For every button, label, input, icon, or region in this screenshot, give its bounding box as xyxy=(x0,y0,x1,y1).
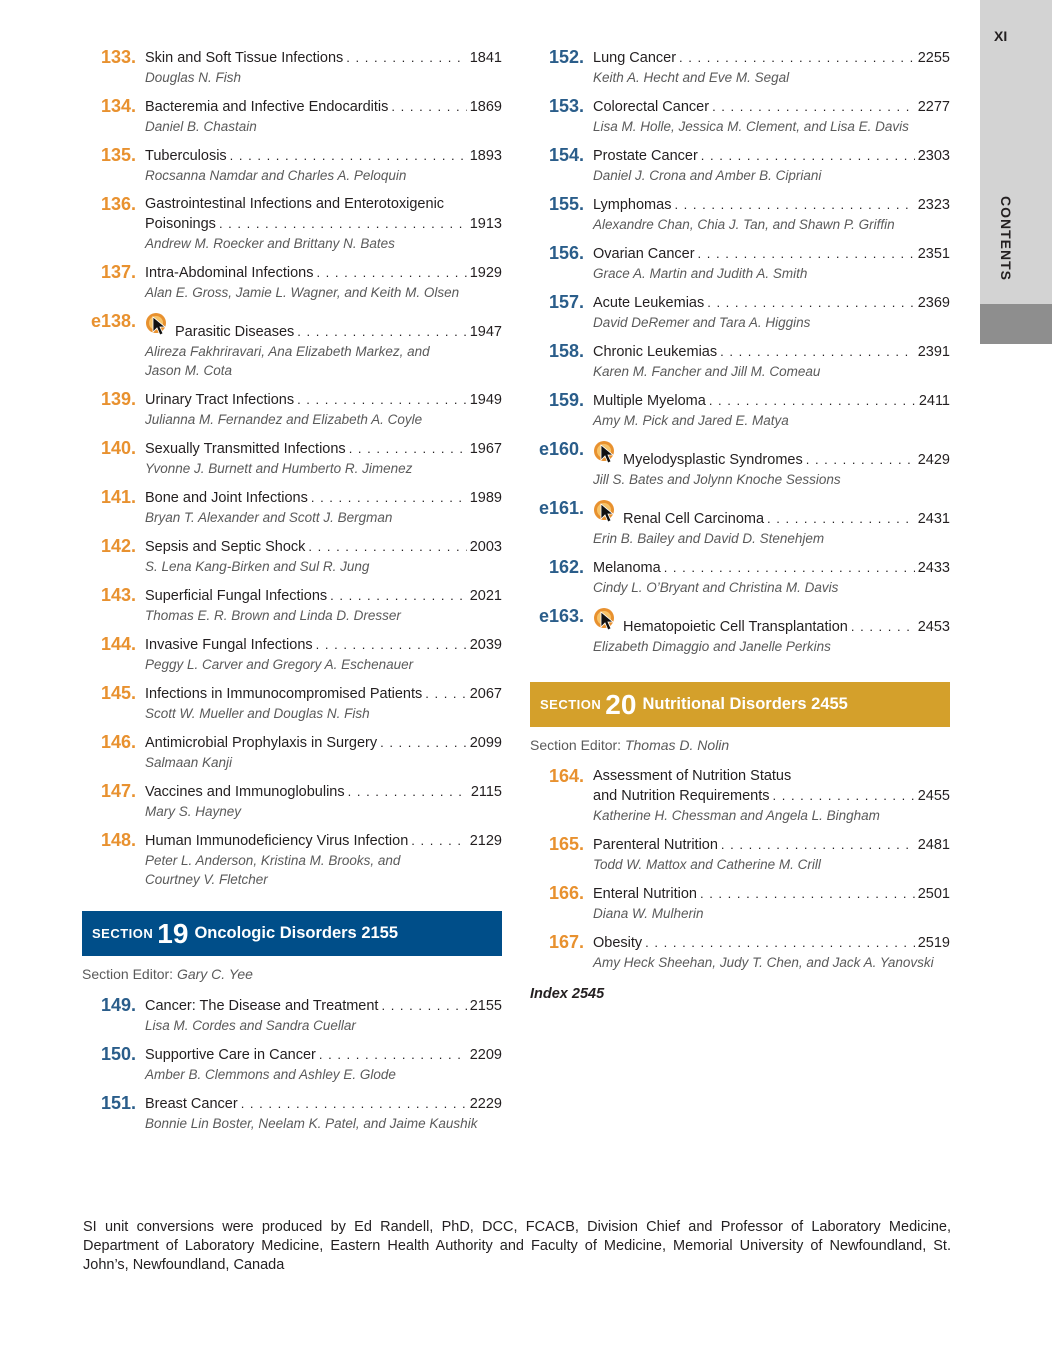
toc-entry[interactable] xyxy=(530,558,950,597)
leader-dots xyxy=(330,586,467,605)
chapter-title: Supportive Care in Cancer xyxy=(145,1047,316,1063)
chapter-authors: Bonnie Lin Boster, Neelam K. Patel, and Jaime Kaushik xyxy=(145,1116,478,1131)
leader-dots xyxy=(311,488,467,507)
chapter-number: 147. xyxy=(100,781,136,801)
chapter-authors: Lisa M. Holle, Jessica M. Clement, and Lisa E. Davis xyxy=(593,119,909,134)
chapter-authors: Karen M. Fancher and Jill M. Comeau xyxy=(593,364,821,379)
chapter-number: 158. xyxy=(548,341,584,361)
chapter-title-row xyxy=(593,786,950,806)
chapter-title-row xyxy=(593,835,950,855)
toc-entry[interactable] xyxy=(82,390,502,429)
online-chapter-icon xyxy=(145,312,171,336)
chapter-authors: Scott W. Mueller and Douglas N. Fish xyxy=(145,706,370,721)
toc-entry[interactable] xyxy=(82,782,502,821)
chapter-page: 2411 xyxy=(918,393,950,409)
chapter-title: Renal Cell Carcinoma xyxy=(623,511,765,527)
online-chapter-icon xyxy=(593,499,619,523)
chapter-title: Superficial Fungal Infections xyxy=(145,588,328,604)
chapter-authors: Diana W. Mulherin xyxy=(593,906,704,921)
chapter-page: 1913 xyxy=(469,216,502,232)
chapter-number: 136. xyxy=(100,194,136,214)
chapter-number: 152. xyxy=(548,47,584,67)
toc-entry[interactable] xyxy=(530,607,950,656)
toc-entry[interactable] xyxy=(530,293,950,332)
section-editor: Section Editor: Gary C. Yee xyxy=(82,966,253,982)
leader-dots xyxy=(381,996,466,1015)
chapter-title-row xyxy=(145,48,502,68)
chapter-number: 148. xyxy=(100,830,136,850)
chapter-title: and Nutrition Requirements xyxy=(593,788,770,804)
leader-dots xyxy=(297,390,467,409)
chapter-page: 2433 xyxy=(917,560,950,576)
chapter-number: e161. xyxy=(538,498,584,518)
chapter-page: 1967 xyxy=(469,441,502,457)
footer-note: SI unit conversions were produced by Ed Randell, PhD, DCC, FCACB, Division Chief and Professor of Laboratory Medicine, Department of Laboratory Medicine, Eastern Health Authority and Faculty of Medicine, Memorial University of Newfoundland, St. John’s, Newfoundland, Canada xyxy=(83,1219,951,1273)
chapter-title-row xyxy=(145,488,502,508)
chapter-authors: Jason M. Cota xyxy=(145,363,233,378)
sidebar-tab-marker xyxy=(980,304,1052,344)
toc-entry[interactable] xyxy=(530,97,950,136)
chapter-title: Tuberculosis xyxy=(145,148,227,164)
section-number: 20 xyxy=(605,688,637,720)
right-column xyxy=(530,48,950,1002)
leader-dots xyxy=(806,450,915,469)
leader-dots xyxy=(219,214,467,233)
chapter-title-row xyxy=(145,390,502,410)
section-20-header xyxy=(530,682,950,727)
chapter-authors: S. Lena Kang-Birken and Sul R. Jung xyxy=(145,559,370,574)
leader-dots xyxy=(346,48,466,67)
chapter-title: Lymphomas xyxy=(593,197,672,213)
chapter-page: 2369 xyxy=(917,295,950,311)
chapter-title: Intra-Abdominal Infections xyxy=(145,265,314,281)
toc-entry[interactable] xyxy=(530,48,950,87)
chapter-title: Lung Cancer xyxy=(593,50,677,66)
toc-entry[interactable] xyxy=(82,586,502,625)
chapter-authors: Alan E. Gross, Jamie L. Wagner, and Keith M. Olsen xyxy=(145,285,460,300)
chapter-title-row xyxy=(593,342,950,362)
toc-list-section-19 xyxy=(82,996,502,1133)
chapter-page: 2277 xyxy=(917,99,950,115)
chapter-authors: Salmaan Kanji xyxy=(145,755,233,770)
leader-dots xyxy=(230,146,467,165)
chapter-number: 164. xyxy=(548,766,584,786)
chapter-title: Chronic Leukemias xyxy=(593,344,718,360)
chapter-title: Poisonings xyxy=(145,216,216,232)
left-column xyxy=(82,48,502,1143)
chapter-number: 156. xyxy=(548,243,584,263)
leader-dots xyxy=(851,617,915,636)
leader-dots xyxy=(701,146,915,165)
chapter-authors: Grace A. Martin and Judith A. Smith xyxy=(593,266,808,281)
chapter-number: 155. xyxy=(548,194,584,214)
chapter-authors: Lisa M. Cordes and Sandra Cuellar xyxy=(145,1018,356,1033)
chapter-title: Melanoma xyxy=(593,560,661,576)
chapter-title-row xyxy=(593,558,950,578)
leader-dots xyxy=(319,1045,467,1064)
chapter-authors: Jill S. Bates and Jolynn Knoche Sessions xyxy=(593,472,841,487)
chapter-title-row xyxy=(145,831,502,851)
toc-entry[interactable] xyxy=(82,635,502,674)
toc-entry[interactable] xyxy=(82,996,502,1035)
toc-entry[interactable] xyxy=(82,537,502,576)
toc-entry[interactable] xyxy=(530,767,950,825)
chapter-authors: Todd W. Mattox and Catherine M. Crill xyxy=(593,857,821,872)
toc-entry[interactable] xyxy=(82,733,502,772)
chapter-number: 135. xyxy=(100,145,136,165)
toc-entry[interactable] xyxy=(82,97,502,136)
toc-entry[interactable] xyxy=(530,835,950,874)
leader-dots xyxy=(773,786,915,805)
chapter-number: 149. xyxy=(100,995,136,1015)
chapter-authors: Alexandre Chan, Chia J. Tan, and Shawn P. Griffin xyxy=(593,217,895,232)
chapter-page: 2519 xyxy=(917,935,950,951)
index-entry[interactable]: Index 2545 xyxy=(530,986,605,1002)
chapter-title: Hematopoietic Cell Transplantation xyxy=(623,619,848,635)
leader-dots xyxy=(707,293,915,312)
chapter-title: Skin and Soft Tissue Infections xyxy=(145,50,344,66)
leader-dots xyxy=(698,244,915,263)
chapter-page: 2453 xyxy=(917,619,950,635)
chapter-title-row xyxy=(145,97,502,117)
chapter-number: 166. xyxy=(548,883,584,903)
chapter-title: Urinary Tract Infections xyxy=(145,392,295,408)
chapter-title-row xyxy=(145,263,502,283)
chapter-authors: Douglas N. Fish xyxy=(145,70,242,85)
chapter-title-row xyxy=(593,244,950,264)
chapter-number: 159. xyxy=(548,390,584,410)
chapter-title-row xyxy=(145,1045,502,1065)
chapter-number: 165. xyxy=(548,834,584,854)
chapter-authors: Erin B. Bailey and David D. Stenehjem xyxy=(593,531,825,546)
toc-entry[interactable] xyxy=(530,933,950,972)
toc-entry[interactable] xyxy=(82,831,502,889)
chapter-authors: Mary S. Hayney xyxy=(145,804,242,819)
chapter-title: Infections in Immunocompromised Patients xyxy=(145,686,423,702)
chapter-title-row xyxy=(145,214,502,234)
chapter-title-row xyxy=(145,782,502,802)
chapter-page: 1949 xyxy=(469,392,502,408)
chapter-title: Sexually Transmitted Infections xyxy=(145,441,346,457)
chapter-number: e160. xyxy=(538,439,584,459)
chapter-title: Sepsis and Septic Shock xyxy=(145,539,306,555)
chapter-number: 142. xyxy=(100,536,136,556)
chapter-title: Multiple Myeloma xyxy=(593,393,706,409)
chapter-title-row xyxy=(145,146,502,166)
chapter-title-row xyxy=(145,586,502,606)
leader-dots xyxy=(308,537,466,556)
chapter-page: 2391 xyxy=(917,344,950,360)
chapter-page: 2351 xyxy=(917,246,950,262)
section-label: SECTION xyxy=(92,926,154,941)
leader-dots xyxy=(411,831,466,850)
toc-entry[interactable] xyxy=(530,391,950,430)
chapter-page: 2067 xyxy=(469,686,502,702)
chapter-page: 1841 xyxy=(469,50,502,66)
toc-entry[interactable] xyxy=(530,342,950,381)
leader-dots xyxy=(241,1094,467,1113)
chapter-title-row xyxy=(145,635,502,655)
chapter-title-row xyxy=(145,537,502,557)
chapter-title-row xyxy=(145,733,502,753)
section-title: Nutritional Disorders 2455 xyxy=(642,695,848,713)
chapter-title-row xyxy=(593,146,950,166)
toc-entry[interactable] xyxy=(530,440,950,489)
section-19-header xyxy=(82,911,502,956)
chapter-page: 2209 xyxy=(469,1047,502,1063)
toc-entry[interactable] xyxy=(530,884,950,923)
chapter-page: 2303 xyxy=(917,148,950,164)
leader-dots xyxy=(720,342,915,361)
toc-entry[interactable] xyxy=(82,684,502,723)
chapter-authors: Daniel J. Crona and Amber B. Cipriani xyxy=(593,168,822,183)
chapter-page: 1989 xyxy=(469,490,502,506)
toc-entry[interactable] xyxy=(530,244,950,283)
chapter-title-row xyxy=(593,195,950,215)
toc-list-right xyxy=(530,48,950,656)
chapter-authors: Yvonne J. Burnett and Humberto R. Jimenez xyxy=(145,461,413,476)
leader-dots xyxy=(712,97,915,116)
chapter-title-row xyxy=(593,933,950,953)
chapter-number: 140. xyxy=(100,438,136,458)
leader-dots xyxy=(425,684,466,703)
chapter-page: 2099 xyxy=(469,735,502,751)
toc-entry[interactable] xyxy=(530,195,950,234)
chapter-title-row xyxy=(145,439,502,459)
leader-dots xyxy=(349,439,467,458)
chapter-authors: Amy M. Pick and Jared E. Matya xyxy=(593,413,789,428)
chapter-title: Bone and Joint Infections xyxy=(145,490,308,506)
chapter-title-line: Assessment of Nutrition Status xyxy=(593,768,792,784)
chapter-title: Human Immunodeficiency Virus Infection xyxy=(145,833,409,849)
chapter-number: 151. xyxy=(100,1093,136,1113)
chapter-authors: Peter L. Anderson, Kristina M. Brooks, and xyxy=(145,853,401,868)
chapter-title: Enteral Nutrition xyxy=(593,886,697,902)
leader-dots xyxy=(391,97,466,116)
toc-entry[interactable] xyxy=(82,439,502,478)
chapter-authors: Amy Heck Sheehan, Judy T. Chen, and Jack A. Yanovski xyxy=(593,955,934,970)
chapter-title: Vaccines and Immunoglobulins xyxy=(145,784,345,800)
chapter-title: Breast Cancer xyxy=(145,1096,238,1112)
chapter-title: Parenteral Nutrition xyxy=(593,837,718,853)
chapter-title-row xyxy=(593,499,950,529)
page-number: XI xyxy=(994,28,1008,44)
chapter-authors: Elizabeth Dimaggio and Janelle Perkins xyxy=(593,639,831,654)
chapter-number: 153. xyxy=(548,96,584,116)
chapter-authors: Keith A. Hecht and Eve M. Segal xyxy=(593,70,790,85)
chapter-title: Obesity xyxy=(593,935,643,951)
chapter-title-row xyxy=(593,48,950,68)
leader-dots xyxy=(679,48,915,67)
online-chapter-icon xyxy=(593,440,619,464)
chapter-page: 2501 xyxy=(917,886,950,902)
chapter-page: 2039 xyxy=(469,637,502,653)
chapter-authors: Andrew M. Roecker and Brittany N. Bates xyxy=(145,236,395,251)
toc-list-section-20 xyxy=(530,767,950,972)
leader-dots xyxy=(664,558,915,577)
chapter-title-row xyxy=(145,312,502,342)
chapter-page: 1947 xyxy=(469,324,502,340)
chapter-page: 2481 xyxy=(917,837,950,853)
chapter-title: Acute Leukemias xyxy=(593,295,705,311)
leader-dots xyxy=(645,933,915,952)
leader-dots xyxy=(380,733,467,752)
leader-dots xyxy=(721,835,915,854)
chapter-title: Cancer: The Disease and Treatment xyxy=(145,998,379,1014)
toc-entry[interactable] xyxy=(82,48,502,87)
section-label: SECTION xyxy=(540,697,602,712)
toc-entry[interactable] xyxy=(82,1045,502,1084)
chapter-title-row xyxy=(593,440,950,470)
chapter-page: 2003 xyxy=(469,539,502,555)
chapter-title-line: Gastrointestinal Infections and Enterotoxigenic xyxy=(145,196,445,212)
chapter-authors: Cindy L. O’Bryant and Christina M. Davis xyxy=(593,580,839,595)
chapter-title: Antimicrobial Prophylaxis in Surgery xyxy=(145,735,378,751)
chapter-number: 150. xyxy=(100,1044,136,1064)
toc-entry[interactable] xyxy=(82,263,502,302)
chapter-number: 162. xyxy=(548,557,584,577)
sidebar-tab xyxy=(980,0,1052,344)
chapter-page: 2431 xyxy=(917,511,950,527)
chapter-number: 137. xyxy=(100,262,136,282)
section-title: Oncologic Disorders 2155 xyxy=(194,924,399,942)
chapter-title-row xyxy=(593,391,950,411)
chapter-page: 1869 xyxy=(469,99,502,115)
chapter-authors: Bryan T. Alexander and Scott J. Bergman xyxy=(145,510,393,525)
chapter-authors: Katherine H. Chessman and Angela L. Bingham xyxy=(593,808,880,823)
chapter-page: 2115 xyxy=(470,784,502,800)
chapter-title: Invasive Fungal Infections xyxy=(145,637,313,653)
chapter-authors: Courtney V. Fletcher xyxy=(145,872,268,887)
chapter-page: 2021 xyxy=(469,588,502,604)
toc-entry[interactable] xyxy=(82,488,502,527)
chapter-title-row xyxy=(593,884,950,904)
chapter-page: 2129 xyxy=(469,833,502,849)
chapter-number: 145. xyxy=(100,683,136,703)
leader-dots xyxy=(767,509,915,528)
leader-dots xyxy=(316,635,467,654)
chapter-authors: Rocsanna Namdar and Charles A. Peloquin xyxy=(145,168,407,183)
chapter-number: 167. xyxy=(548,932,584,952)
chapter-number: 157. xyxy=(548,292,584,312)
online-chapter-icon xyxy=(593,607,619,631)
toc-entry[interactable] xyxy=(82,1094,502,1133)
leader-dots xyxy=(709,391,916,410)
chapter-authors: Alireza Fakhriravari, Ana Elizabeth Markez, and xyxy=(145,344,430,359)
chapter-authors: Thomas E. R. Brown and Linda D. Dresser xyxy=(145,608,401,623)
chapter-authors: David DeRemer and Tara A. Higgins xyxy=(593,315,811,330)
chapter-authors: Daniel B. Chastain xyxy=(145,119,257,134)
chapter-title: Bacteremia and Infective Endocarditis xyxy=(145,99,389,115)
leader-dots xyxy=(348,782,468,801)
section-number: 19 xyxy=(157,917,189,949)
chapter-number: 133. xyxy=(100,47,136,67)
leader-dots xyxy=(700,884,915,903)
chapter-page: 2455 xyxy=(917,788,950,804)
chapter-number: e138. xyxy=(90,311,136,331)
toc-entry[interactable] xyxy=(530,499,950,548)
toc-entry[interactable] xyxy=(530,146,950,185)
chapter-number: 139. xyxy=(100,389,136,409)
chapter-authors: Amber B. Clemmons and Ashley E. Glode xyxy=(145,1067,396,1082)
chapter-authors: Julianna M. Fernandez and Elizabeth A. Coyle xyxy=(145,412,423,427)
chapter-page: 2155 xyxy=(469,998,502,1014)
leader-dots xyxy=(674,195,914,214)
chapter-page: 1929 xyxy=(469,265,502,281)
chapter-title-row xyxy=(593,607,950,637)
chapter-number: 134. xyxy=(100,96,136,116)
chapter-authors: Peggy L. Carver and Gregory A. Eschenauer xyxy=(145,657,414,672)
chapter-page: 2255 xyxy=(917,50,950,66)
chapter-number: 146. xyxy=(100,732,136,752)
toc-list-left xyxy=(82,48,502,889)
chapter-title-row xyxy=(145,996,502,1016)
chapter-title: Myelodysplastic Syndromes xyxy=(623,452,803,468)
toc-entry[interactable] xyxy=(82,146,502,185)
chapter-title-row xyxy=(593,293,950,313)
chapter-title-row xyxy=(593,97,950,117)
chapter-number: e163. xyxy=(538,606,584,626)
chapter-number: 143. xyxy=(100,585,136,605)
toc-entry[interactable] xyxy=(82,195,502,253)
chapter-page: 1893 xyxy=(469,148,502,164)
sidebar-label: CONTENTS xyxy=(998,196,1014,281)
chapter-title-row xyxy=(145,1094,502,1114)
toc-entry[interactable] xyxy=(82,312,502,380)
section-editor: Section Editor: Thomas D. Nolin xyxy=(530,737,730,753)
chapter-title-row xyxy=(145,684,502,704)
chapter-number: 144. xyxy=(100,634,136,654)
chapter-title: Colorectal Cancer xyxy=(593,99,710,115)
chapter-number: 154. xyxy=(548,145,584,165)
chapter-page: 2429 xyxy=(917,452,950,468)
chapter-title: Ovarian Cancer xyxy=(593,246,695,262)
chapter-number: 141. xyxy=(100,487,136,507)
chapter-page: 2229 xyxy=(469,1096,502,1112)
chapter-page: 2323 xyxy=(917,197,950,213)
chapter-title: Prostate Cancer xyxy=(593,148,698,164)
leader-dots xyxy=(297,322,466,341)
leader-dots xyxy=(316,263,466,282)
chapter-title: Parasitic Diseases xyxy=(175,324,295,340)
